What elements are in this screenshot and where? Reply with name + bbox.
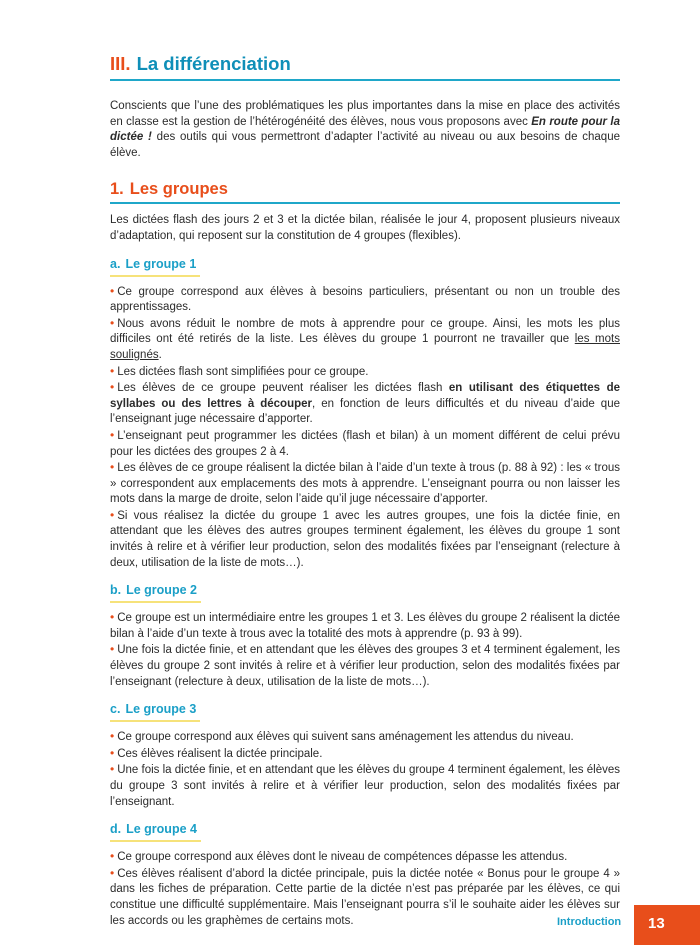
list-groupe-3	[110, 729, 620, 810]
list-item-text: Si vous réalisez la dictée du groupe 1 avec les autres groupes, une fois la dictée finie, en attendant que les élèves des autres groupes terminent également, les élèves du groupe 1 sont invités à relire et à vérifier leur production, selon des modalités fixées par l’enseignant (relecture à deux, utilisation de la liste de mots…).	[110, 509, 620, 569]
list-item	[110, 849, 620, 866]
subheading-groupe-2	[110, 582, 201, 603]
bullet-icon: •	[110, 427, 115, 442]
list-item-text: Ce groupe est un intermédiaire entre les groupes 1 et 3. Les élèves du groupe 2 réalisent la dictée bilan à l’aide d’un texte à trous avec la totalité des mots à apprendre (p. 93 à 99).	[110, 612, 620, 640]
title-number: III.	[110, 53, 131, 74]
list-item-text: Les élèves de ce groupe peuvent réaliser les dictées flash	[117, 382, 449, 395]
list-item	[110, 642, 620, 690]
list-groupe-2	[110, 610, 620, 690]
bullet-icon: •	[110, 745, 115, 760]
list-item	[110, 610, 620, 642]
underlined-text: les mots soulignés	[110, 333, 620, 361]
subheading-number: b.	[110, 583, 122, 598]
bold-text: en utilisant des étiquettes de syllabes ou des lettres à découper	[110, 382, 620, 410]
intro-text-c: des outils qui vous permettront d’adapter l’activité au niveau ou aux besoins de chaque élève.	[110, 131, 620, 159]
subheading-title: Le groupe 4	[126, 822, 197, 837]
list-item	[110, 508, 620, 571]
list-item-text: Ce groupe correspond aux élèves qui suivent sans aménagement les attendus du niveau.	[117, 731, 574, 744]
subheading-groupe-1	[110, 256, 200, 277]
list-item-text: Les élèves de ce groupe réalisent la dictée bilan à l’aide d’un texte à trous (p. 88 à 92) : les « trous » correspondent aux emplacements des mots à apprendre. L’enseignant pourra ou non laisser les mots dans la marge de droite, selon l’aide qu’il juge nécessaire d’apporter.	[110, 462, 620, 506]
list-item-text: Ces élèves réalisent la dictée principale.	[117, 747, 323, 760]
subheading-groupe-4	[110, 821, 201, 842]
bullet-icon: •	[110, 460, 115, 475]
bullet-icon: •	[110, 610, 115, 625]
bullet-icon: •	[110, 762, 115, 777]
section-number: 1.	[110, 180, 124, 199]
list-item-text: Une fois la dictée finie, et en attendant que les élèves du groupe 4 terminent également, les élèves du groupe 3 sont invités à relire et à vérifier leur production, selon des modalités fixées par l’enseignant.	[110, 764, 620, 808]
bullet-icon: •	[110, 315, 115, 330]
bullet-icon: •	[110, 849, 115, 864]
bullet-icon: •	[110, 283, 115, 298]
list-item	[110, 284, 620, 316]
section-title: Les groupes	[129, 180, 228, 199]
bullet-icon: •	[110, 363, 115, 378]
bullet-icon: •	[110, 380, 115, 395]
list-item	[110, 428, 620, 460]
subheading-number: d.	[110, 822, 122, 837]
bullet-icon: •	[110, 507, 115, 522]
list-item	[110, 729, 620, 746]
list-item-text: Ce groupe correspond aux élèves dont le niveau de compétences dépasse les attendus.	[117, 851, 568, 864]
list-item	[110, 316, 620, 364]
list-item-text: Nous avons réduit le nombre de mots à apprendre pour ce groupe. Ainsi, les mots les plus difficiles ont été retirés de la liste. Les élèves du groupe 1 pourront ne travailler que	[110, 317, 620, 346]
list-item	[110, 762, 620, 810]
bullet-icon: •	[110, 865, 115, 880]
list-groupe-4	[110, 849, 620, 929]
list-item	[110, 380, 620, 428]
page-content	[110, 52, 620, 929]
page-number: 13	[634, 905, 700, 945]
subheading-title: Le groupe 3	[125, 702, 197, 717]
footer-section-label: Introduction	[557, 916, 622, 928]
list-item	[110, 866, 620, 929]
intro-text-a: Conscients que l’une des problématiques les plus importantes dans la mise en place des activités en classe est la gestion de l’hétérogénéité des élèves, nous vous proposons avec	[110, 100, 620, 128]
list-item-text: Les dictées flash sont simplifiées pour ce groupe.	[117, 365, 369, 378]
title-text: La différenciation	[136, 53, 291, 74]
bullet-icon: •	[110, 729, 115, 744]
list-item	[110, 746, 620, 763]
bullet-icon: •	[110, 642, 115, 657]
list-item-text: .	[158, 348, 162, 361]
subheading-title: Le groupe 1	[125, 256, 197, 271]
list-item-text: Ce groupe correspond aux élèves à besoins particuliers, présentant ou non un trouble des apprentissages.	[110, 285, 620, 314]
section-heading-groupes	[110, 178, 620, 204]
list-item-text: , en fonction de leurs difficultés et du niveau d’aide que l’enseignant juge nécessaire d’apporter.	[110, 397, 620, 426]
subheading-number: c.	[110, 702, 121, 717]
list-item-text: Une fois la dictée finie, et en attendant que les élèves des groupes 3 et 4 terminent également, les élèves du groupe 2 sont invités à relire et à vérifier leur production, selon des modalités fixées par l’enseignant (relecture à deux, utilisation de la liste de mots…).	[110, 644, 620, 688]
intro-book-title: En route pour la dictée !	[110, 115, 620, 144]
section-paragraph: Les dictées flash des jours 2 et 3 et la dictée bilan, réalisée le jour 4, proposent plusieurs niveaux d’adaptation, qui reposent sur la constitution de 4 groupes (flexibles).	[110, 214, 620, 242]
page-title	[110, 52, 620, 81]
list-item-text: L’enseignant peut programmer les dictées (flash et bilan) à un moment différent de celui prévu pour les dictées des groupes 2 à 4.	[110, 429, 620, 458]
subheading-number: a.	[110, 256, 121, 271]
list-item-text: Ces élèves réalisent d’abord la dictée principale, puis la dictée notée « Bonus pour le groupe 4 » dans les fiches de préparation. Cette partie de la dictée n’est pas préparée par les élèves, ce qui constitue une difficulté supplémentaire. Mais l’enseignant pourra s’il le souhaite aider les élèves sur les accords ou les graphèmes de certains mots.	[110, 867, 620, 927]
list-item	[110, 364, 620, 381]
subheading-groupe-3	[110, 701, 200, 722]
list-groupe-1	[110, 284, 620, 572]
intro-paragraph	[110, 99, 620, 161]
subheading-title: Le groupe 2	[126, 583, 197, 598]
list-item	[110, 460, 620, 508]
